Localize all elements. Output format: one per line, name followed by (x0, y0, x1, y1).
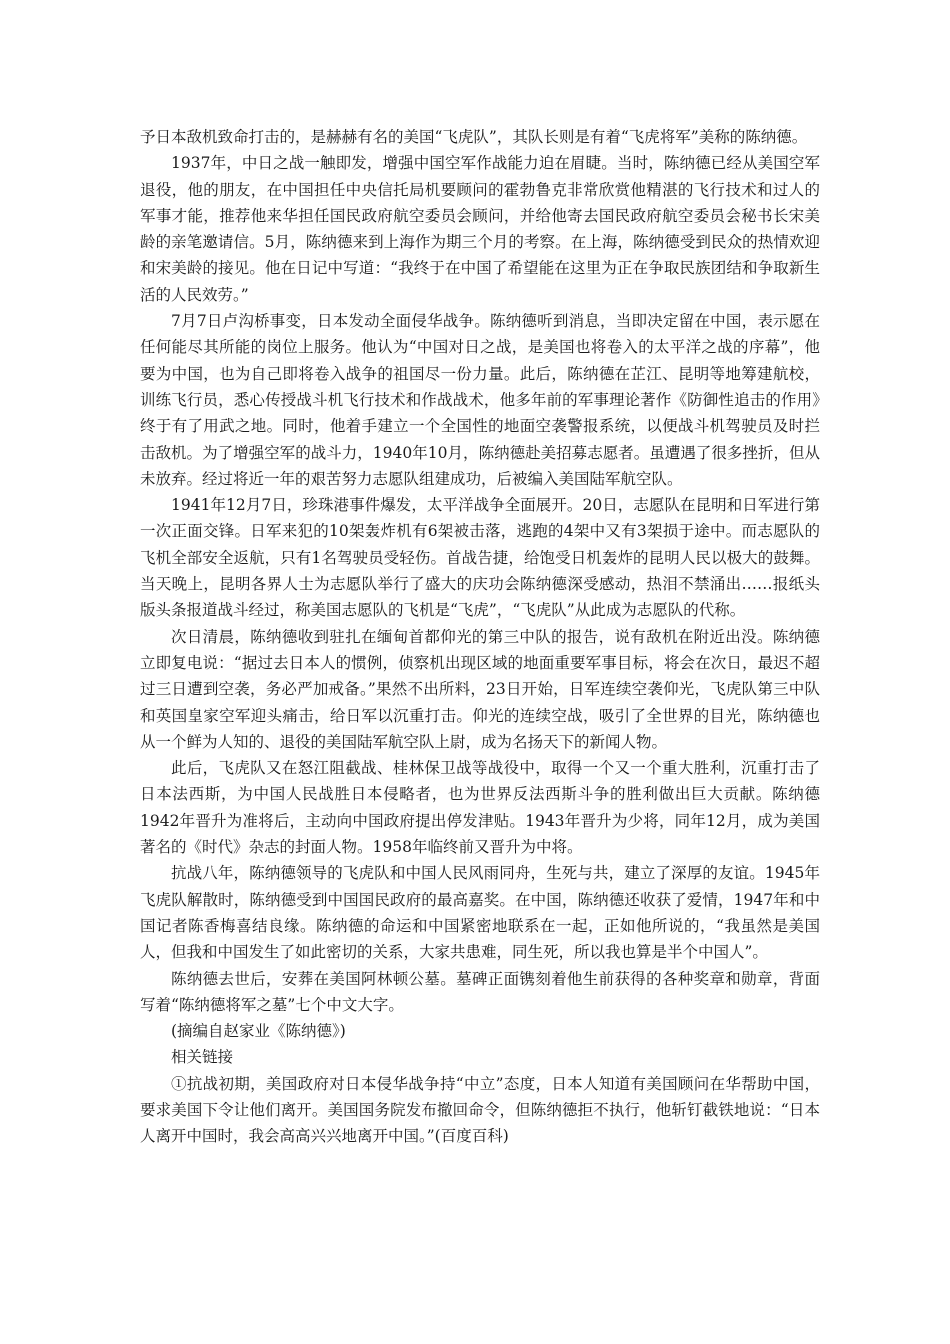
article-body (140, 124, 820, 1150)
source-citation: (摘编自赵家业《陈纳德》) (171, 1022, 346, 1041)
paragraph-burial: 陈纳德去世后，安葬在美国阿林顿公墓。墓碑正面镌刻着他生前获得的各种奖章和勋章，背面写着“陈纳德将军之墓”七个中文大字。 (140, 969, 820, 1014)
paragraph-next-morning: 次日清晨，陈纳德收到驻扎在缅甸首都仰光的第三中队的报告，说有敌机在附近出没。陈纳德立即复电说：“据过去日本人的惯例，侦察机出现区域的地面重要军事目标，将会在次日，最迟不超过三日遭到空袭，务必严加戒备。”果然不出所料，23日开始，日军连续空袭仰光，飞虎队第三中队和英国皇家空军迎头痛击，给日军以沉重打击。仰光的连续空战，吸引了全世界的目光，陈纳德也从一个鲜为人知的、退役的美国陆军航空队上尉，成为名扬天下的新闻人物。 (140, 627, 820, 751)
paragraph-eight-years: 抗战八年，陈纳德领导的飞虎队和中国人民风雨同舟，生死与共，建立了深厚的友谊。1945年飞虎队解散时，陈纳德受到中国国民政府的最高嘉奖。在中国，陈纳德还收获了爱情，1947年和中国记者陈香梅喜结良缘。陈纳德的命运和中国紧密地联系在一起，正如他所说的，“我虽然是美国人，但我和中国发生了如此密切的关系，大家共患难，同生死，所以我也算是半个中国人”。 (140, 864, 820, 962)
related-link-item-1: ①抗战初期，美国政府对日本侵华战争持“中立”态度，日本人知道有美国顾问在华帮助中国，要求美国下令让他们离开。美国国务院发布撤回命令，但陈纳德拒不执行，他斩钉截铁地说：“日本人离开中国时，我会高高兴兴地离开中国。”(百度百科) (140, 1074, 820, 1146)
paragraph-intro: 予日本敌机致命打击的，是赫赫有名的美国“飞虎队”，其队长则是有着“飞虎将军”美称的陈纳德。 (140, 128, 808, 146)
paragraph-1941: 1941年12月7日，珍珠港事件爆发，太平洋战争全面展开。20日，志愿队在昆明和日军进行第一次正面交锋。日军来犯的10架轰炸机有6架被击落，逃跑的4架中又有3架损于途中。而志愿队的飞机全部安全返航，只有1名驾驶员受轻伤。首战告捷，给饱受日机轰炸的昆明人民以极大的鼓舞。当天晚上，昆明各界人士为志愿队举行了盛大的庆功会陈纳德深受感动，热泪不禁涌出……报纸头版头条报道战斗经过，称美国志愿队的飞机是“飞虎”，“飞虎队”从此成为志愿队的代称。 (140, 496, 820, 620)
related-links-heading: 相关链接 (171, 1048, 234, 1067)
paragraph-later-victories: 此后，飞虎队又在怒江阻截战、桂林保卫战等战役中，取得一个又一个重大胜利，沉重打击了日本法西斯，为中国人民战胜日本侵略者，也为世界反法西斯斗争的胜利做出巨大贡献。陈纳德1942年晋升为准将后，主动向中国政府提出停发津贴。1943年晋升为少将，同年12月，成为美国著名的《时代》杂志的封面人物。1958年临终前又晋升为中将。 (140, 759, 820, 857)
paragraph-1937: 1937年，中日之战一触即发，增强中国空军作战能力迫在眉睫。当时，陈纳德已经从美国空军退役，他的朋友，在中国担任中央信托局机要顾问的霍勃鲁克非常欣赏他精湛的飞行技术和过人的军事才能，推荐他来华担任国民政府航空委员会顾问，并给他寄去国民政府航空委员会秘书长宋美龄的亲笔邀请信。5月，陈纳德来到上海作为期三个月的考察。在上海，陈纳德受到民众的热情欢迎和宋美龄的接见。他在日记中写道：“我终于在中国了希望能在这里为正在争取民族团结和争取新生活的人民效劳。” (140, 154, 820, 304)
paragraph-july-7: 7月7日卢沟桥事变，日本发动全面侵华战争。陈纳德听到消息，当即决定留在中国，表示愿在任何能尽其所能的岗位上服务。他认为“中国对日之战，是美国也将卷入的太平洋之战的序幕”，他要为中国，也为自己即将卷入战争的祖国尽一份力量。此后，陈纳德在芷江、昆明等地筹建航校，训练飞行员，悉心传授战斗机飞行技术和作战战术，他多年前的军事理论著作《防御性追击的作用》终于有了用武之地。同时，他着手建立一个全国性的地面空袭警报系统，以便战斗机驾驶员及时拦击敌机。为了增强空军的战斗力，1940年10月，陈纳德赴美招募志愿者。虽遭遇了很多挫折，但从未放弃。经过将近一年的艰苦努力志愿队组建成功，后被编入美国陆军航空队。 (140, 312, 820, 488)
